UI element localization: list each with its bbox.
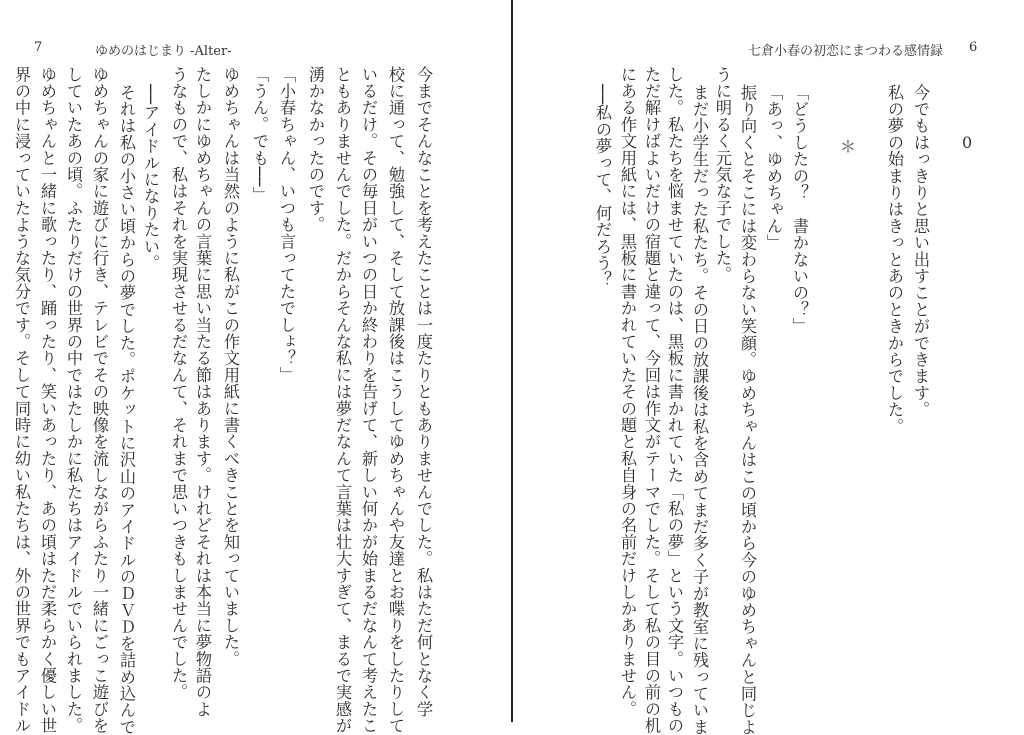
body-column: うに明るく元気な子でした。 — [713, 66, 732, 284]
chapter-number: 0 — [962, 133, 973, 152]
body-column: 今でもはっきりと思い出すことができます。 — [911, 84, 930, 418]
body-column: いるだけ。その毎日がいつの日か終わりを告げて、新しい何かが始まるだなんて考えたこ — [359, 66, 378, 734]
body-column: 振り向くとそこには変わらない笑顔。ゆめちゃんはこの頃から今のゆめちゃんと同じよ — [738, 84, 757, 735]
scene-break-mark: ＊ — [840, 137, 857, 156]
body-column: 湧かなかったのです。 — [306, 66, 325, 233]
body-column: 校に通って、勉強して、そして放課後はこうしてゆめちゃんや友達とお喋りをしたりして — [386, 66, 405, 734]
body-column: 界の中に浸っていたような気分です。そして同時に幼い私たちは、外の世界でもアイドル — [12, 66, 31, 734]
body-column: 私の夢の始まりはきっとあのときからでした。 — [885, 84, 904, 435]
body-column: ともありませんでした。だからそんな私には夢だなんて言葉は壮大すぎて、まるで実感が — [333, 66, 352, 734]
dialogue-column: 「小春ちゃん、いつも言ってたでしょ？」 — [277, 66, 296, 384]
body-column: ──アイドルになりたい。 — [141, 84, 160, 272]
right-page-header: 七倉小春の初恋にまつわる感情録 — [748, 44, 944, 59]
left-page — [0, 0, 511, 735]
body-column: していたあの頃。ふたりだけの世界の中ではたしかに私たちはアイドルでいられました。 — [64, 66, 83, 734]
left-page-number: 7 — [34, 40, 43, 55]
body-column: 今までそんなことを考えたことは一度たりともありませんでした。私はただ何となく学 — [414, 66, 433, 718]
body-column: ただ解けばよいだけの宿題と違って、今回は作文がテーマでした。そして私の目の前の机 — [642, 66, 661, 734]
body-column: それは私の小さい頃からの夢でした。ポケットに沢山のアイドルのＤＶＤを詰め込んで — [117, 84, 136, 735]
body-column: した。私たちを悩ませていたのは、黒板に書かれていた「私の夢」という文字。いつもの — [665, 66, 684, 734]
body-column: たしかにゆめちゃんの言葉に思い当たる節はあります。けれどそれは本当に夢物語のよ — [193, 66, 212, 718]
body-column: にある作文用紙には、黒板に書かれていたその題と私自身の名前だけしかありません。 — [618, 66, 637, 718]
right-page-number: 6 — [969, 40, 978, 55]
body-column: ゆめちゃんの家に遊びに行き、テレビでその映像を流しながらふたり一緒にごっこ遊びを — [90, 66, 109, 734]
body-column: ──私の夢って、何だろう？ — [593, 84, 612, 289]
body-column: まだ小学生だった私たち。その日の放課後は私を含めてまだ多く子が教室に残っていま — [690, 84, 709, 735]
body-column: ゆめちゃんは当然のように私がこの作文用紙に書くべきことを知っていました。 — [221, 66, 240, 668]
dialogue-column: 「どうしたの？ 書かないの？」 — [790, 84, 809, 335]
dialogue-column: 「あっ、ゆめちゃん」 — [764, 84, 783, 251]
left-page-header: ゆめのはじまり -Alter- — [95, 44, 232, 59]
body-column: ゆめちゃんと一緒に歌ったり、踊ったり、笑いあったり、あの頃はただ柔らかく優しい世 — [38, 66, 57, 734]
dialogue-column: 「うん。でも──」 — [250, 66, 269, 204]
right-page — [513, 0, 1024, 735]
body-column: うなもので、私はそれを実現させるだなんて、それまで思いつきもしませんでした。 — [169, 66, 188, 701]
